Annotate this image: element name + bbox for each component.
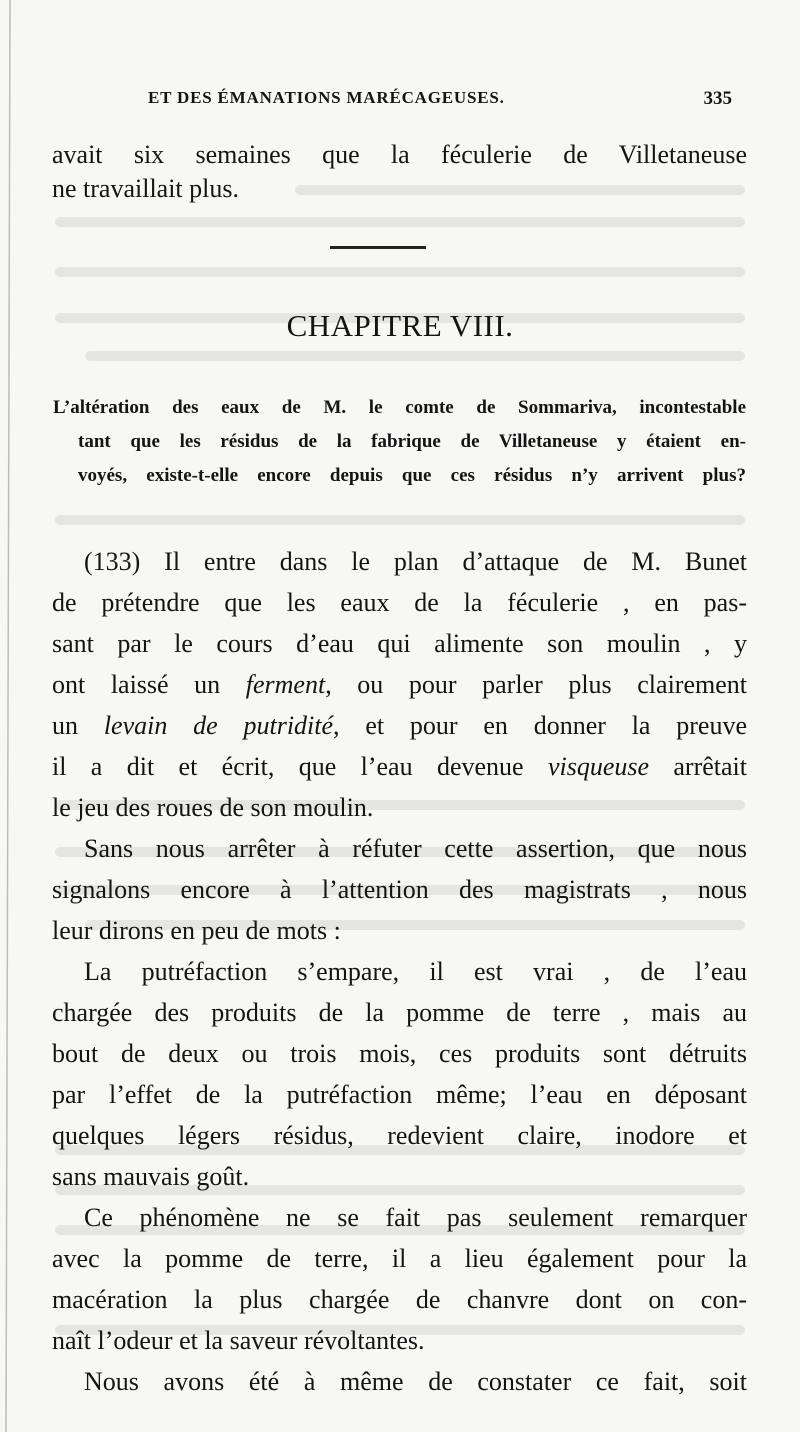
paragraph-line: Sans nous arrêter à réfuter cette assertion, que nous bbox=[84, 834, 747, 863]
paragraph-line: le jeu des roues de son moulin. bbox=[52, 793, 374, 822]
italic-term: levain de putridité bbox=[103, 711, 334, 740]
paragraph-line: Ce phénomène ne se fait pas seulement remarquer bbox=[84, 1203, 747, 1232]
italic-term: visqueuse bbox=[547, 752, 650, 781]
paragraph-line: Nous avons été à même de constater ce fait, soit bbox=[84, 1367, 747, 1396]
paragraph-line: naît l’odeur et la saveur révoltantes. bbox=[52, 1326, 425, 1355]
text-run: , et pour en donner la preuve bbox=[333, 711, 748, 740]
text-run: un bbox=[52, 711, 104, 740]
paragraph-line: chargée des produits de la pomme de terre , mais au bbox=[52, 998, 747, 1027]
paragraph-line: de prétendre que les eaux de la féculerie , en pas- bbox=[52, 588, 747, 617]
paragraph-line: sans mauvais goût. bbox=[52, 1162, 250, 1191]
paragraph-line: avec la pomme de terre, il a lieu également pour la bbox=[52, 1244, 747, 1273]
chapter-title: CHAPITRE VIII. bbox=[286, 308, 514, 343]
text-run: ont laissé un bbox=[52, 670, 246, 699]
running-title: ET DES ÉMANATIONS MARÉCAGEUSES. bbox=[148, 88, 505, 107]
text-run: arrêtait bbox=[649, 752, 748, 781]
continuation-line: ne travaillait plus. bbox=[52, 174, 240, 203]
paragraph-line: La putréfaction s’empare, il est vrai , de l’eau bbox=[84, 957, 747, 986]
section-rule bbox=[330, 246, 426, 249]
paragraph-line bbox=[52, 709, 747, 743]
paragraph-line bbox=[52, 668, 747, 702]
italic-term: ferment bbox=[245, 670, 326, 699]
paragraph-line: par l’effet de la putréfaction même; l’eau en déposant bbox=[52, 1080, 747, 1109]
running-header bbox=[148, 88, 740, 114]
text-run: il a dit et écrit, que l’eau devenue bbox=[52, 752, 548, 781]
chapter-summary-line: tant que les résidus de la fabrique de Villetaneuse y étaient en- bbox=[78, 431, 746, 452]
continuation-line: avait six semaines que la féculerie de Villetaneuse bbox=[52, 140, 747, 169]
paragraph-line bbox=[52, 750, 747, 784]
paragraph-line: macération la plus chargée de chanvre dont on con- bbox=[52, 1285, 747, 1314]
chapter-summary-line: L’altération des eaux de M. le comte de Sommariva, incontestable bbox=[53, 397, 746, 418]
paragraph-line: (133) Il entre dans le plan d’attaque de M. Bunet bbox=[84, 547, 747, 576]
text-run: , ou pour parler plus clairement bbox=[325, 670, 747, 699]
paragraph-line: bout de deux ou trois mois, ces produits sont détruits bbox=[52, 1039, 747, 1068]
page-number: 335 bbox=[703, 88, 732, 109]
paragraph-line: sant par le cours d’eau qui alimente son moulin , y bbox=[52, 629, 747, 658]
paragraph-line: signalons encore à l’attention des magistrats , nous bbox=[52, 875, 747, 904]
paragraph-line: leur dirons en peu de mots : bbox=[52, 916, 341, 945]
chapter-summary-line: voyés, existe-t-elle encore depuis que ces résidus n’y arrivent plus? bbox=[78, 465, 746, 486]
paragraph-line: quelques légers résidus, redevient claire, inodore et bbox=[52, 1121, 747, 1150]
